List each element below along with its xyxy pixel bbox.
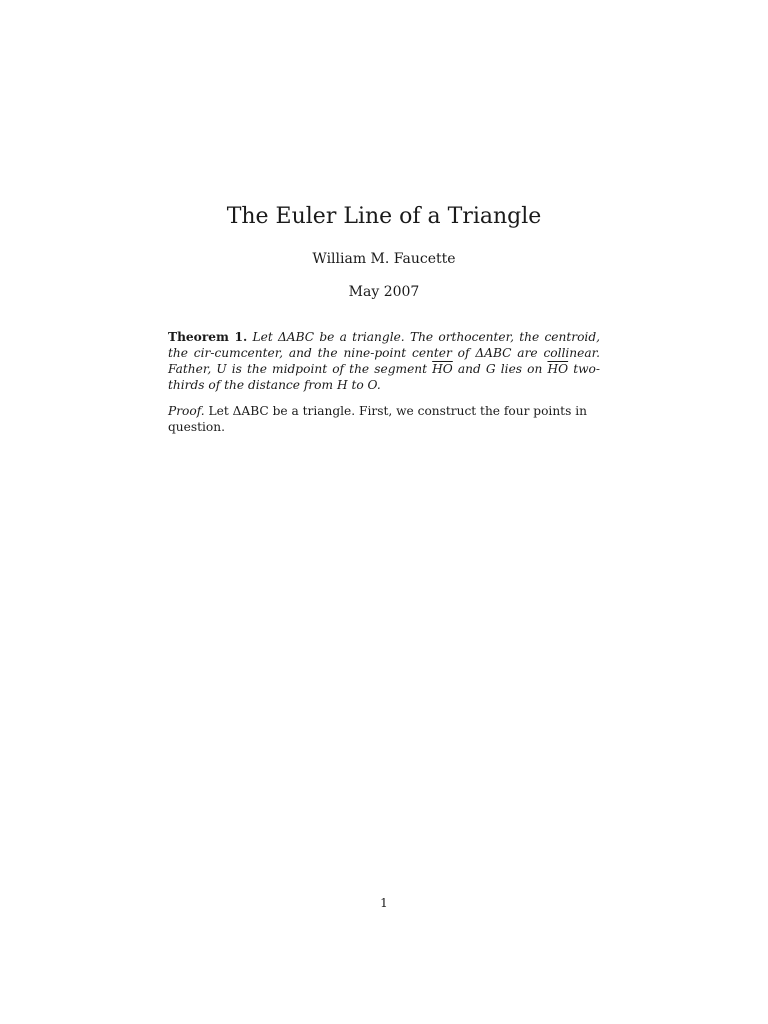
- page-number: 1: [380, 896, 388, 910]
- segment-ho-2: $\overline{HO}$: [547, 362, 569, 376]
- author-name: William M. Faucette: [312, 251, 456, 267]
- theorem-text-part-1: Let ΔABC be a triangle. The orthocenter, the centroid, the cir-cumcenter, and the nine-point center of ΔABC are collinear. Father, U is the midpoint of the segment: [168, 330, 601, 376]
- proof-label: Proof.: [168, 404, 205, 418]
- paper-title: The Euler Line of a Triangle: [226, 204, 542, 229]
- proof-block: [168, 403, 608, 435]
- theorem-label: Theorem 1.: [168, 330, 248, 344]
- theorem-text-part-3: two-thirds of the distance from H to O.: [168, 362, 600, 392]
- segment-ho-1: $\overline{HO}$: [432, 362, 453, 376]
- theorem-text-part-2: and G lies on: [452, 362, 548, 376]
- proof-text: Let ΔABC be a triangle. First, we construct the four points in question.: [168, 404, 587, 434]
- publication-date: May 2007: [348, 284, 420, 300]
- theorem-block: [168, 329, 600, 393]
